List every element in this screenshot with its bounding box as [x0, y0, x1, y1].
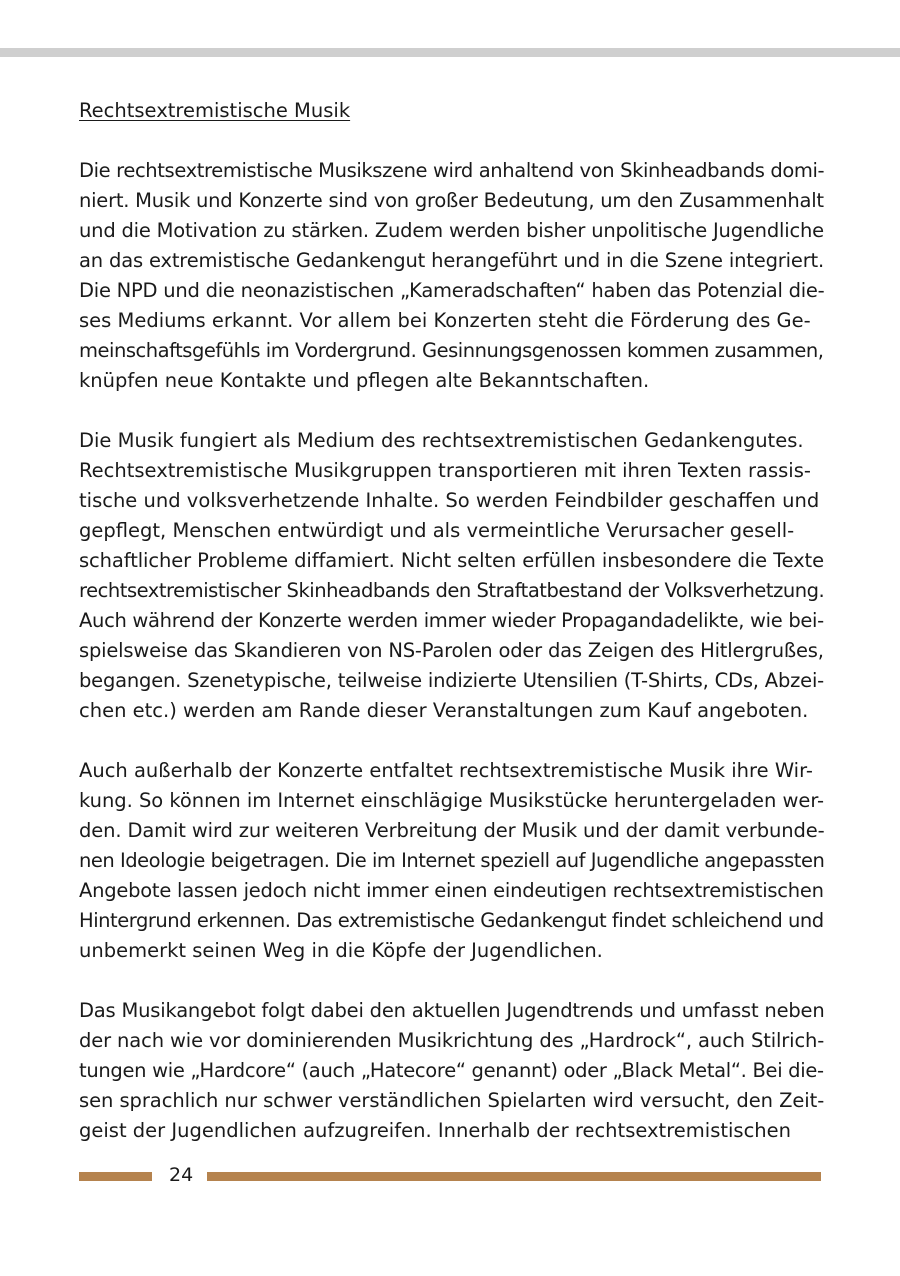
text-line: sen sprachlich nur schwer verständlichen Spielarten wird versucht, den Zeit-	[79, 1089, 825, 1112]
text-line: Die NPD und die neonazistischen „Kameradschaften“ haben das Potenzial die-	[79, 279, 825, 302]
page-footer	[79, 1160, 821, 1190]
text-line: rechtsextremistischer Skinheadbands den Straftatbestand der Volksverhetzung.	[79, 579, 825, 602]
text-line: schaftlicher Probleme diffamiert. Nicht selten erfüllen insbesondere die Texte	[79, 549, 824, 572]
footer-accent-bar-right	[207, 1172, 821, 1181]
paragraph-4	[79, 996, 824, 1146]
text-line: Die rechtsextremistische Musikszene wird anhaltend von Skinheadbands domi-	[79, 159, 825, 182]
text-line: Die Musik fungiert als Medium des rechtsextremistischen Gedankengutes.	[79, 429, 804, 452]
text-line: niert. Musik und Konzerte sind von großer Bedeutung, um den Zusammenhalt	[79, 189, 824, 212]
text-line: und die Motivation zu stärken. Zudem werden bisher unpolitische Jugendliche	[79, 219, 824, 242]
text-line: Hintergrund erkennen. Das extremistische Gedankengut findet schleichend und	[79, 909, 824, 932]
text-line: Rechtsextremistische Musikgruppen transportieren mit ihren Texten rassis-	[79, 459, 811, 482]
text-line: gepflegt, Menschen entwürdigt und als vermeintliche Verursacher gesell-	[79, 519, 795, 542]
text-line: kung. So können im Internet einschlägige Musikstücke heruntergeladen wer-	[79, 789, 825, 812]
text-line: tische und volksverhetzende Inhalte. So werden Feindbilder geschaffen und	[79, 489, 820, 512]
section-heading: Rechtsextremistische Musik	[79, 99, 351, 122]
paragraph-3	[79, 756, 824, 966]
text-line: den. Damit wird zur weiteren Verbreitung der Musik und der damit verbunde-	[79, 819, 825, 842]
text-line: Das Musikangebot folgt dabei den aktuellen Jugendtrends und umfasst neben	[79, 999, 825, 1022]
page-number: 24	[169, 1164, 194, 1186]
text-line: meinschaftsgefühls im Vordergrund. Gesinnungsgenossen kommen zusammen,	[79, 339, 824, 362]
text-line: Auch außerhalb der Konzerte entfaltet rechtsextremistische Musik ihre Wir-	[79, 759, 813, 782]
top-divider	[0, 48, 900, 57]
text-line: geist der Jugendlichen aufzugreifen. Innerhalb der rechtsextremistischen	[79, 1119, 792, 1142]
text-line: chen etc.) werden am Rande dieser Veranstaltungen zum Kauf angeboten.	[79, 699, 809, 722]
text-line: Angebote lassen jedoch nicht immer einen eindeutigen rechtsextremistischen	[79, 879, 824, 902]
text-line: unbemerkt seinen Weg in die Köpfe der Jugendlichen.	[79, 939, 603, 962]
text-line: Auch während der Konzerte werden immer wieder Propagandadelikte, wie bei-	[79, 609, 824, 632]
paragraph-1	[79, 156, 824, 396]
text-line: tungen wie „Hardcore“ (auch „Hatecore“ genannt) oder „Black Metal“. Bei die-	[79, 1059, 824, 1082]
text-line: spielsweise das Skandieren von NS-Parolen oder das Zeigen des Hitlergrußes,	[79, 639, 824, 662]
text-line: knüpfen neue Kontakte und pflegen alte Bekanntschaften.	[79, 369, 650, 392]
text-line: nen Ideologie beigetragen. Die im Internet speziell auf Jugendliche angepassten	[79, 849, 825, 872]
text-line: an das extremistische Gedankengut herangeführt und in die Szene integriert.	[79, 249, 825, 272]
text-line: begangen. Szenetypische, teilweise indizierte Utensilien (T-Shirts, CDs, Abzei-	[79, 669, 824, 692]
footer-accent-bar-left	[79, 1172, 152, 1181]
text-line: der nach wie vor dominierenden Musikrichtung des „Hardrock“, auch Stilrich-	[79, 1029, 825, 1052]
page-content	[79, 96, 824, 1176]
text-line: ses Mediums erkannt. Vor allem bei Konzerten steht die Förderung des Ge-	[79, 309, 811, 332]
paragraph-2	[79, 426, 824, 726]
